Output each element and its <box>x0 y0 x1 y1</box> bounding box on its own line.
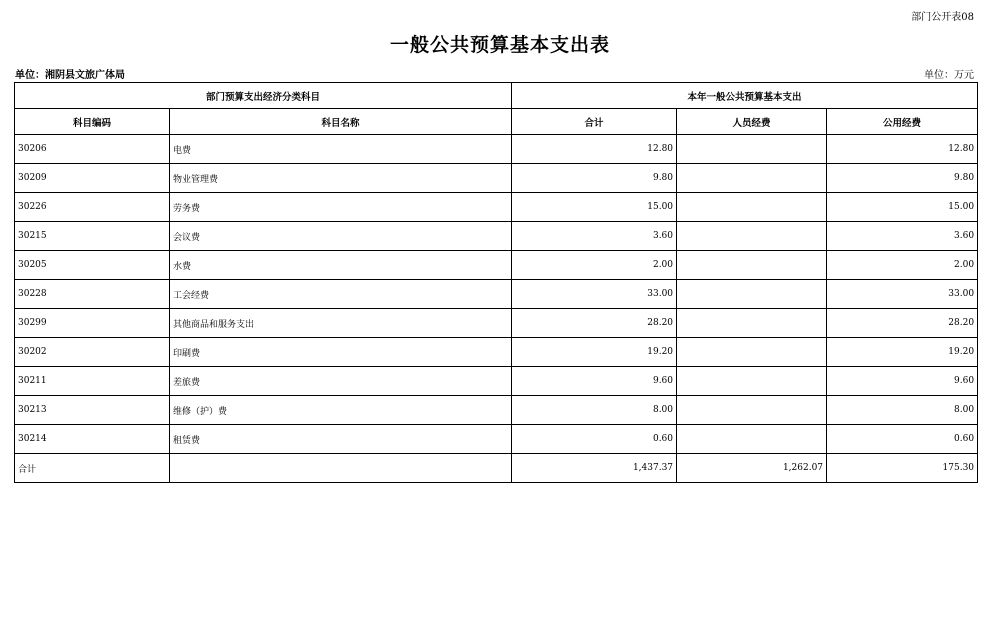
table-row <box>15 164 978 193</box>
cell-name: 会议费 <box>170 222 512 251</box>
table-row <box>15 193 978 222</box>
cell-personnel <box>677 425 827 454</box>
cell-public: 0.60 <box>827 425 978 454</box>
cell-name: 维修（护）费 <box>170 396 512 425</box>
unit-label: 单位：湘阴县文旅广体局 <box>15 70 125 81</box>
cell-personnel <box>677 164 827 193</box>
cell-total: 19.20 <box>512 338 677 367</box>
table-row <box>15 280 978 309</box>
cell-total: 15.00 <box>512 193 677 222</box>
cell-personnel <box>677 222 827 251</box>
header-total: 合计 <box>512 109 677 135</box>
cell-name: 印刷费 <box>170 338 512 367</box>
header-column-row <box>15 109 978 135</box>
cell-code: 30214 <box>15 425 170 454</box>
cell-public: 19.20 <box>827 338 978 367</box>
cell-public: 2.00 <box>827 251 978 280</box>
page-title: 一般公共预算基本支出表 <box>389 34 610 56</box>
cell-name: 物业管理费 <box>170 164 512 193</box>
currency-unit-label: 单位：万元 <box>924 70 974 81</box>
cell-personnel <box>677 338 827 367</box>
table-row <box>15 251 978 280</box>
cell-personnel <box>677 251 827 280</box>
cell-code: 30211 <box>15 367 170 396</box>
cell-personnel <box>677 135 827 164</box>
table-row <box>15 309 978 338</box>
cell-personnel <box>677 280 827 309</box>
cell-name: 水费 <box>170 251 512 280</box>
header-economic-classification: 部门预算支出经济分类科目 <box>15 83 512 109</box>
cell-total: 8.00 <box>512 396 677 425</box>
cell-total: 9.60 <box>512 367 677 396</box>
form-code: 部门公开表08 <box>911 12 974 23</box>
total-total: 1,437.37 <box>512 454 677 483</box>
cell-code: 30226 <box>15 193 170 222</box>
table-row <box>15 425 978 454</box>
table-row <box>15 135 978 164</box>
cell-code: 30228 <box>15 280 170 309</box>
cell-name: 差旅费 <box>170 367 512 396</box>
cell-personnel <box>677 309 827 338</box>
header-group-row <box>15 83 978 109</box>
cell-code: 30202 <box>15 338 170 367</box>
cell-public: 28.20 <box>827 309 978 338</box>
cell-public: 3.60 <box>827 222 978 251</box>
cell-public: 33.00 <box>827 280 978 309</box>
cell-name: 劳务费 <box>170 193 512 222</box>
cell-total: 0.60 <box>512 425 677 454</box>
total-row <box>15 454 978 483</box>
cell-name: 电费 <box>170 135 512 164</box>
cell-total: 9.80 <box>512 164 677 193</box>
cell-public: 12.80 <box>827 135 978 164</box>
cell-personnel <box>677 193 827 222</box>
cell-name: 其他商品和服务支出 <box>170 309 512 338</box>
cell-total: 12.80 <box>512 135 677 164</box>
header-personnel: 人员经费 <box>677 109 827 135</box>
cell-total: 33.00 <box>512 280 677 309</box>
cell-code: 30299 <box>15 309 170 338</box>
cell-total: 2.00 <box>512 251 677 280</box>
cell-public: 9.60 <box>827 367 978 396</box>
cell-total: 3.60 <box>512 222 677 251</box>
total-personnel: 1,262.07 <box>677 454 827 483</box>
header-name: 科目名称 <box>170 109 512 135</box>
table-row <box>15 367 978 396</box>
cell-name: 租赁费 <box>170 425 512 454</box>
header-public: 公用经费 <box>827 109 978 135</box>
table-row <box>15 338 978 367</box>
header-code: 科目编码 <box>15 109 170 135</box>
table-row <box>15 222 978 251</box>
cell-total: 28.20 <box>512 309 677 338</box>
cell-public: 15.00 <box>827 193 978 222</box>
budget-table <box>14 82 978 483</box>
cell-personnel <box>677 396 827 425</box>
cell-code: 30206 <box>15 135 170 164</box>
cell-code: 30205 <box>15 251 170 280</box>
total-label: 合计 <box>15 454 170 483</box>
cell-public: 9.80 <box>827 164 978 193</box>
total-public: 175.30 <box>827 454 978 483</box>
cell-code: 30213 <box>15 396 170 425</box>
cell-personnel <box>677 367 827 396</box>
total-name <box>170 454 512 483</box>
table-row <box>15 396 978 425</box>
cell-name: 工会经费 <box>170 280 512 309</box>
cell-code: 30209 <box>15 164 170 193</box>
header-basic-expenditure: 本年一般公共预算基本支出 <box>512 83 978 109</box>
cell-public: 8.00 <box>827 396 978 425</box>
cell-code: 30215 <box>15 222 170 251</box>
